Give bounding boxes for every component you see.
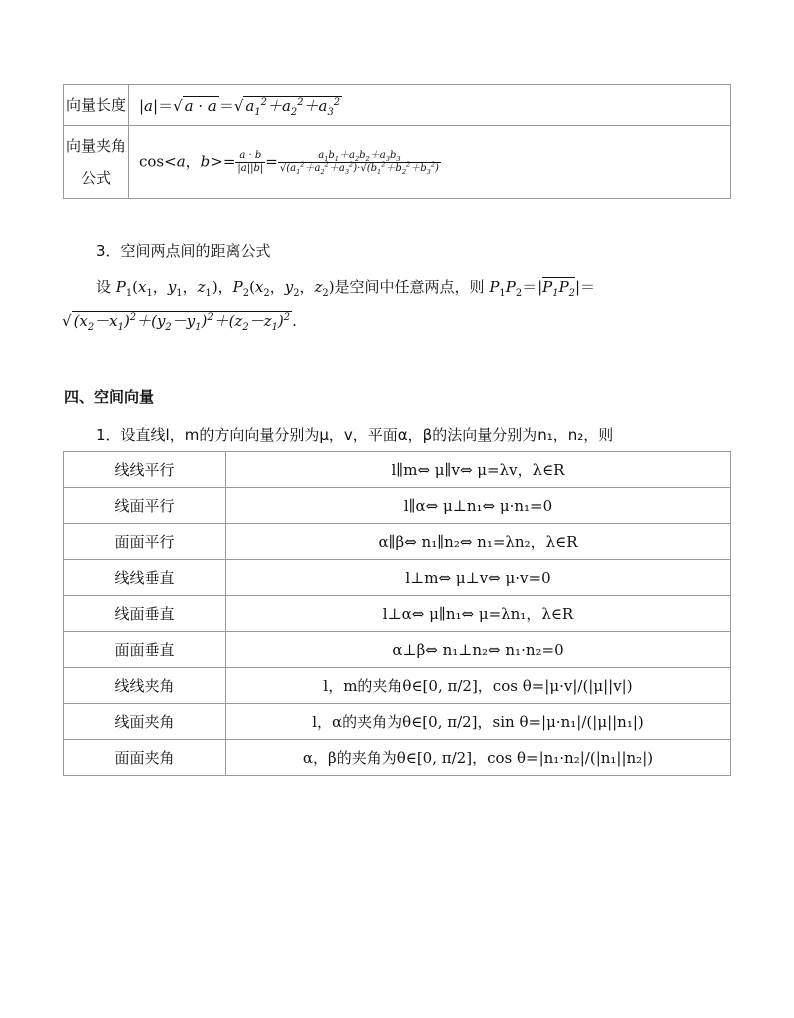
- table-row: [64, 126, 731, 199]
- relation-label: 线线夹角: [64, 668, 226, 704]
- table-row: [64, 560, 731, 596]
- relation-condition: l，m的夹角θ∈[0, π/2]，cos θ=|μ·v|/(|μ||v|): [226, 668, 731, 704]
- row-label-angle: 向量夹角公式: [64, 126, 129, 199]
- length-formula: |a|＝√ a · a ＝√ $a_1^2+a_2^2+a_3^2$: [129, 85, 731, 126]
- relation-condition: α∥β⇔ n₁∥n₂⇔ n₁=λn₂，λ∈R: [226, 524, 731, 560]
- relation-label: 线面夹角: [64, 704, 226, 740]
- section-heading-vectors: 四、空间向量: [64, 388, 155, 406]
- table-row: [64, 668, 731, 704]
- vector-relations-table: [63, 451, 731, 776]
- relation-label: 线线平行: [64, 452, 226, 488]
- table-row: [64, 488, 731, 524]
- table-row: [64, 740, 731, 776]
- row-label-length: 向量长度: [64, 85, 129, 126]
- formula-table-top: [63, 84, 731, 199]
- relation-condition: l∥α⇔ μ⊥n₁⇔ μ·n₁=0: [226, 488, 731, 524]
- table-row: [64, 85, 731, 126]
- table-row: [64, 704, 731, 740]
- relation-label: 线面垂直: [64, 596, 226, 632]
- table-row: [64, 596, 731, 632]
- vectors-intro: 1．设直线l，m的方向向量分别为μ，v，平面α，β的法向量分别为n₁，n₂，则: [96, 426, 614, 444]
- relation-condition: l∥m⇔ μ∥v⇔ μ=λv，λ∈R: [226, 452, 731, 488]
- relation-label: 面面垂直: [64, 632, 226, 668]
- relation-label: 线面平行: [64, 488, 226, 524]
- relation-condition: α⊥β⇔ n₁⊥n₂⇔ n₁·n₂=0: [226, 632, 731, 668]
- relation-condition: l⊥α⇔ μ∥n₁⇔ μ=λn₁，λ∈R: [226, 596, 731, 632]
- table-row: [64, 632, 731, 668]
- relation-label: 面面夹角: [64, 740, 226, 776]
- distance-formula-line2: √ $(x_2-x_1)^2+(y_2-y_1)^2+(z_2-z_1)^2$ .: [62, 312, 297, 333]
- relation-condition: α，β的夹角为θ∈[0, π/2]，cos θ=|n₁·n₂|/(|n₁||n₂|): [226, 740, 731, 776]
- section-heading-distance: 3．空间两点间的距离公式: [96, 242, 271, 260]
- angle-formula: cos<a，b>= $\frac{a \cdot b}{|a||b|}$ = $\frac{a_1b_1+a_2b_2+a_3b_3}{√(a_1^2+a_2^2+a_3^2)\cdot√(b_1^2+b_2^2+b_3^2)}$: [129, 126, 731, 199]
- distance-formula-line1: 设 $P_1(x_1$，$y_1$，$z_1$)，$P_2(x_2$，$y_2$，$z_2$)是空间中任意两点，则 $P_1P_2=|P_1P_2|=$: [96, 278, 596, 299]
- relation-label: 线线垂直: [64, 560, 226, 596]
- table-row: [64, 452, 731, 488]
- table-row: [64, 524, 731, 560]
- relation-condition: l，α的夹角为θ∈[0, π/2]，sin θ=|μ·n₁|/(|μ||n₁|): [226, 704, 731, 740]
- relation-label: 面面平行: [64, 524, 226, 560]
- relation-condition: l⊥m⇔ μ⊥v⇔ μ·v=0: [226, 560, 731, 596]
